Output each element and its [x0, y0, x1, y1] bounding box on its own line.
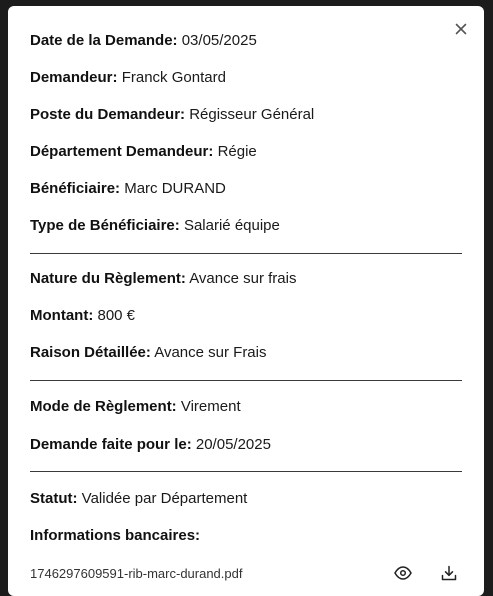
- requester-position-value: Régisseur Général: [189, 106, 315, 123]
- payment-nature-row: [30, 269, 462, 289]
- section-divider: [30, 380, 462, 381]
- request-details-modal: [8, 6, 484, 596]
- status-label: Statut:: [30, 490, 78, 507]
- requester-department-value: Régie: [217, 143, 257, 160]
- section-divider: [30, 471, 462, 472]
- requested-for-label: Demande faite pour le:: [30, 436, 192, 453]
- requested-for-value: 20/05/2025: [195, 436, 271, 453]
- download-icon: [441, 565, 457, 581]
- attachment-filename: 1746297609591-rib-marc-durand.pdf: [30, 565, 243, 581]
- requester-position-label: Poste du Demandeur:: [30, 106, 186, 123]
- requester-value: Franck Gontard: [121, 69, 226, 86]
- payment-nature-value: Avance sur frais: [189, 270, 297, 287]
- view-file-button[interactable]: [394, 564, 412, 582]
- request-date-label: Date de la Demande:: [30, 32, 178, 49]
- beneficiary-type-row: [30, 216, 462, 236]
- bank-info-row: [30, 526, 462, 546]
- details-content: [30, 31, 462, 582]
- requester-label: Demandeur:: [30, 69, 118, 86]
- amount-row: [30, 306, 462, 326]
- section-divider: [30, 253, 462, 254]
- beneficiary-type-value: Salarié équipe: [183, 217, 280, 234]
- detailed-reason-label: Raison Détaillée:: [30, 344, 151, 361]
- payment-mode-label: Mode de Règlement:: [30, 398, 177, 415]
- beneficiary-label: Bénéficiaire:: [30, 180, 121, 197]
- attachment-row: [30, 564, 462, 582]
- payment-mode-value: Virement: [180, 398, 241, 415]
- attachment-actions: [394, 564, 462, 582]
- detailed-reason-row: [30, 343, 462, 363]
- beneficiary-value: Marc DURAND: [124, 180, 226, 197]
- payment-mode-row: [30, 397, 462, 417]
- requester-position-row: [30, 105, 462, 125]
- beneficiary-row: [30, 179, 462, 199]
- request-date-row: [30, 31, 462, 51]
- payment-nature-label: Nature du Règlement:: [30, 270, 186, 287]
- detailed-reason-value: Avance sur Frais: [154, 344, 267, 361]
- requester-department-label: Département Demandeur:: [30, 143, 214, 160]
- requester-row: [30, 68, 462, 88]
- requested-for-row: [30, 435, 462, 455]
- bank-info-label: Informations bancaires:: [30, 527, 201, 544]
- beneficiary-type-label: Type de Bénéficiaire:: [30, 217, 180, 234]
- status-value: Validée par Département: [81, 490, 248, 507]
- requester-department-row: [30, 142, 462, 162]
- request-date-value: 03/05/2025: [181, 32, 257, 49]
- download-file-button[interactable]: [440, 564, 458, 582]
- amount-value: 800 €: [97, 307, 136, 324]
- status-row: [30, 489, 462, 509]
- amount-label: Montant:: [30, 307, 94, 324]
